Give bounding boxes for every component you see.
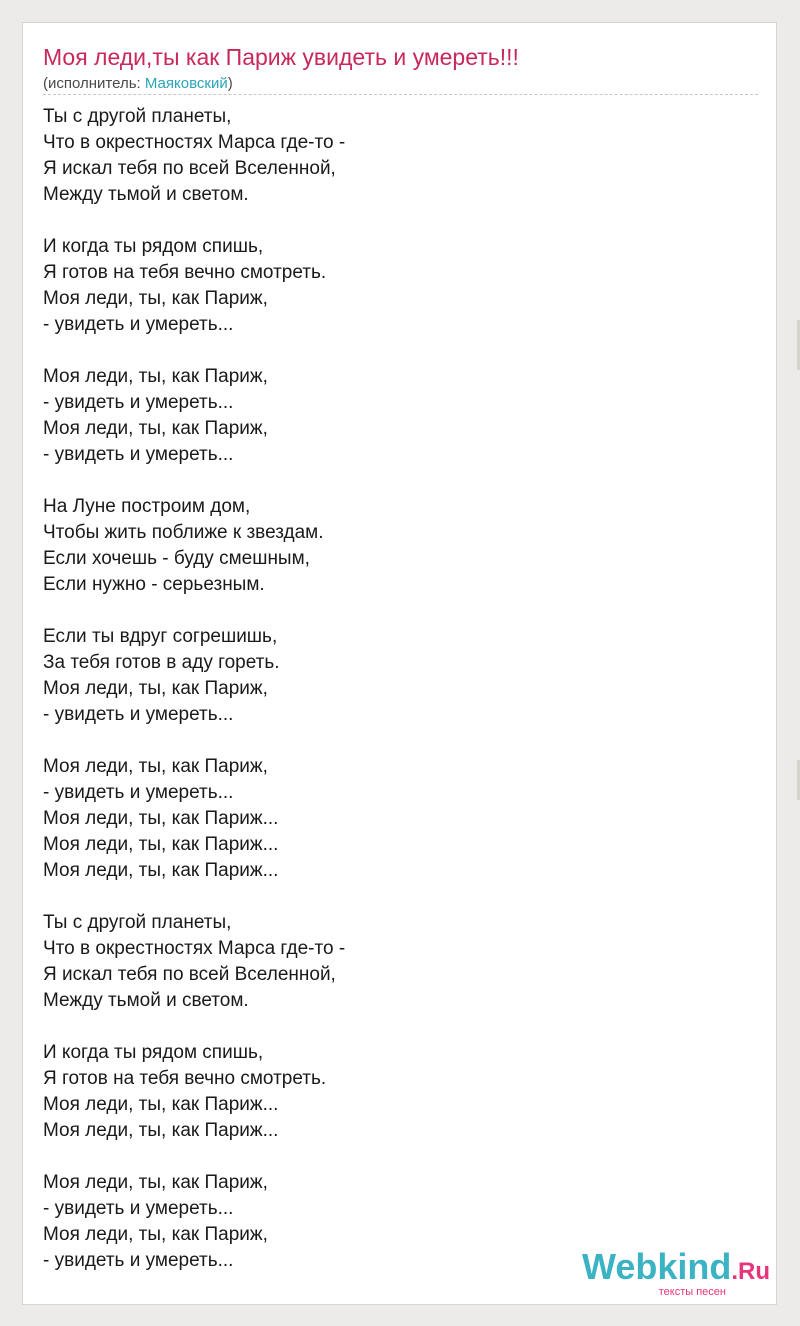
lyric-line: Чтобы жить поближе к звездам. [43,522,324,543]
lyric-line: Моя леди, ты, как Париж... [43,834,279,855]
logo-tagline: тексты песен [658,1286,726,1298]
lyrics-stanza [43,104,743,208]
lyrics-stanza [43,494,743,598]
artist-prefix: (исполнитель: [43,75,145,92]
site-logo[interactable] [575,1248,770,1298]
lyric-line: Если нужно - серьезным. [43,574,265,595]
lyrics-body [43,104,743,1300]
lyric-line: Моя леди, ты, как Париж, [43,288,268,309]
lyric-line: Моя леди, ты, как Париж... [43,808,279,829]
lyrics-stanza [43,624,743,728]
logo-main-text: Webkind [581,1246,732,1287]
lyrics-card [22,22,777,1305]
lyric-line: Я искал тебя по всей Вселенной, [43,158,336,179]
lyric-line: За тебя готов в аду гореть. [43,652,280,673]
lyric-line: - увидеть и умереть... [43,1250,234,1271]
lyric-line: Моя леди, ты, как Париж, [43,1172,268,1193]
artist-link[interactable]: Маяковский [144,75,228,92]
lyric-line: Я искал тебя по всей Вселенной, [43,964,336,985]
lyrics-stanza [43,364,743,468]
lyric-line: Что в окрестностях Марса где-то - [43,132,346,153]
lyrics-stanza [43,234,743,338]
lyric-line: Если ты вдруг согрешишь, [43,626,278,647]
lyric-line: Если хочешь - буду смешным, [43,548,310,569]
lyric-line: Ты с другой планеты, [43,106,232,127]
lyric-line: Я готов на тебя вечно смотреть. [43,1068,327,1089]
logo-wordmark [575,1248,770,1291]
lyric-line: Между тьмой и светом. [43,184,249,205]
song-title: Моя леди,ты как Париж увидеть и умереть!!! [43,44,519,70]
lyric-line: - увидеть и умереть... [43,314,234,335]
lyric-line: Моя леди, ты, как Париж... [43,1120,279,1141]
lyric-line: - увидеть и умереть... [43,704,234,725]
lyric-line: Моя леди, ты, как Париж, [43,678,268,699]
lyrics-stanza [43,1040,743,1144]
lyric-line: Ты с другой планеты, [43,912,232,933]
artist-line [43,74,233,94]
lyric-line: - увидеть и умереть... [43,1198,234,1219]
lyric-line: И когда ты рядом спишь, [43,236,264,257]
lyric-line: Моя леди, ты, как Париж, [43,1224,268,1245]
lyric-line: - увидеть и умереть... [43,444,234,465]
title-divider [43,94,758,95]
lyric-line: - увидеть и умереть... [43,392,234,413]
lyric-line: Что в окрестностях Марса где-то - [43,938,346,959]
lyric-line: Моя леди, ты, как Париж... [43,1094,279,1115]
lyric-line: Моя леди, ты, как Париж... [43,860,279,881]
lyric-line: Моя леди, ты, как Париж, [43,366,268,387]
lyric-line: Моя леди, ты, как Париж, [43,418,268,439]
lyric-line: Я готов на тебя вечно смотреть. [43,262,327,283]
lyrics-stanza [43,754,743,884]
lyric-line: Моя леди, ты, как Париж, [43,756,268,777]
logo-domain-suffix: .Ru [731,1258,770,1285]
lyric-line: На Луне построим дом, [43,496,251,517]
lyric-line: И когда ты рядом спишь, [43,1042,264,1063]
lyric-line: Между тьмой и светом. [43,990,249,1011]
lyrics-stanza [43,910,743,1014]
artist-suffix: ) [227,75,233,92]
lyric-line: - увидеть и умереть... [43,782,234,803]
